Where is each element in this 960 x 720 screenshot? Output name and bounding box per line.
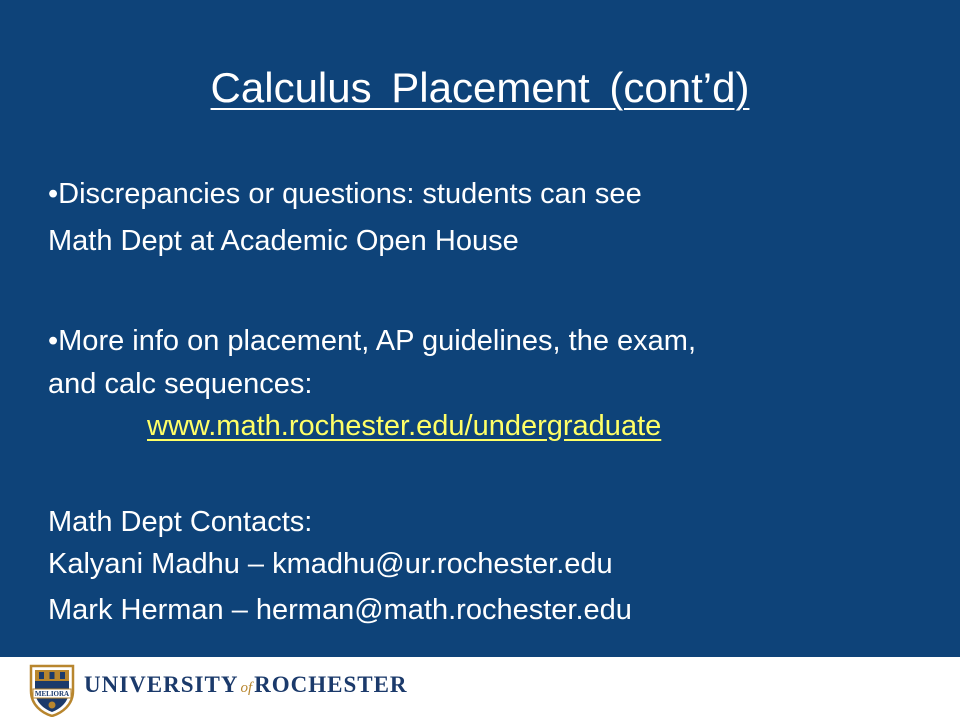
bullet-1-line-2: Math Dept at Academic Open House [48,225,519,257]
wordmark-of: of [240,680,253,696]
bullet-2-line-2: and calc sequences: [48,368,313,400]
wordmark-university: UNIVERSITY [84,672,239,697]
slide-title: Calculus Placement (cont’d) [210,64,750,111]
university-wordmark [84,672,408,698]
seal-motto: MELIORA [34,690,70,698]
contact-kalyani-madhu: Kalyani Madhu – kmadhu@ur.rochester.edu [48,548,613,580]
undergraduate-link[interactable]: www.math.rochester.edu/undergraduate [147,410,662,442]
university-seal-icon [28,663,76,717]
bullet-1-line-1: •Discrepancies or questions: students can see [48,178,642,210]
bullet-2-line-1: •More info on placement, AP guidelines, the exam, [48,325,696,357]
contacts-heading: Math Dept Contacts: [48,506,313,538]
wordmark-rochester: ROCHESTER [254,672,408,697]
footer-bar [0,657,960,720]
contact-mark-herman: Mark Herman – herman@math.rochester.edu [48,594,632,626]
